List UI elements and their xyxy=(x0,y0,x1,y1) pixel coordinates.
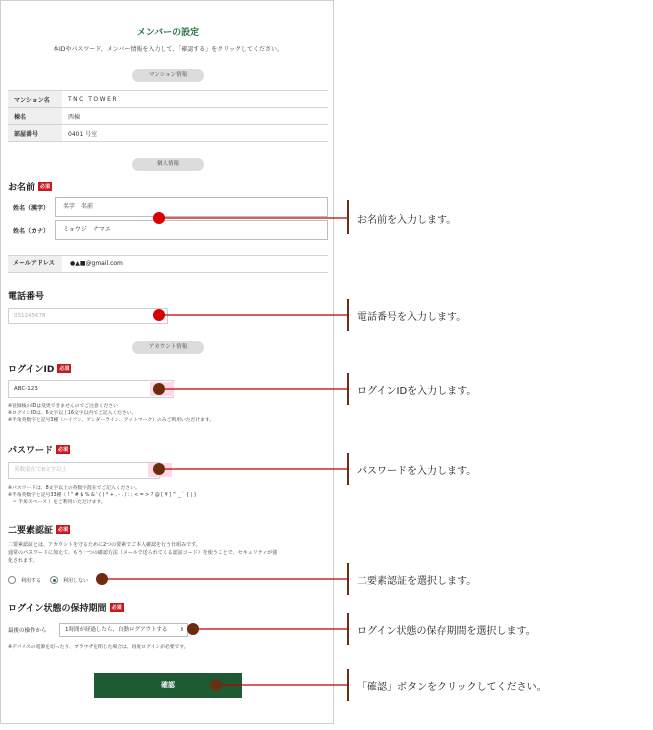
select-arrows-icon: ⇕ xyxy=(179,627,184,633)
name-kana-label: 姓名（カナ） xyxy=(13,228,50,235)
password-heading-text: パスワード xyxy=(8,446,54,456)
section-account-pill: アカウント情報 xyxy=(132,341,204,354)
email-value: ●▲■@gmail.com xyxy=(70,260,123,267)
phone-input[interactable]: 031245678 xyxy=(8,308,168,324)
required-badge: 必須 xyxy=(111,605,122,611)
required-badge: 必須 xyxy=(58,447,69,453)
marker-login-id xyxy=(153,383,165,395)
page-title: メンバーの設定 xyxy=(136,28,200,38)
note-line: ※半角英数字と記号33種（ ! " # $ % & ' ( ) * + , - . / : ; < = > ? @ [ ¥ ] ^ _ ` { | } xyxy=(8,493,197,498)
two-factor-nouse-label[interactable]: 利用しない xyxy=(63,578,89,584)
callout-login-keep: ログイン状態の保存期間を選択します。 xyxy=(357,626,536,637)
note-line: ~ 半角スペース ）をご利用いただけます。 xyxy=(8,500,106,505)
section-mansion-pill: マンション情報 xyxy=(132,69,204,82)
desc-line: 化されます。 xyxy=(8,558,38,564)
login-keep-selected-value: 1時間が経過したら、自動ログアウトする xyxy=(65,627,168,633)
marker-two-factor xyxy=(96,573,108,585)
room-value: 0401 号室 xyxy=(62,125,328,142)
two-factor-heading-text: 二要素認証 xyxy=(8,526,54,536)
callout-name: お名前を入力します。 xyxy=(357,215,457,226)
name-kanji-label: 姓名（漢字） xyxy=(13,205,50,212)
password-input[interactable]: 英数混在で8文字以上 xyxy=(8,462,160,479)
room-label: 部屋番号 xyxy=(8,125,62,142)
mansion-name-value: TNC TOWER xyxy=(62,91,328,108)
login-keep-heading-text: ログイン状態の保持期間 xyxy=(8,604,107,614)
name-kana-input[interactable]: ミョウジ ナマエ xyxy=(55,220,328,240)
login-id-heading-text: ログインID xyxy=(8,365,55,375)
callout-password: パスワードを入力します。 xyxy=(357,466,477,477)
required-badge: 必須 xyxy=(58,527,69,533)
login-keep-note: ※デバイスの電源を切ったり、ブラウザを閉じた場合は、再度ログインが必要です。 xyxy=(8,645,189,650)
building-label: 棟名 xyxy=(8,108,62,125)
note-line: ※パスワードは、8文字以上の英数字混在でご記入ください。 xyxy=(8,486,140,491)
marker-password xyxy=(153,463,165,475)
note-line: ※登録後のIDは変更できませんのでご注意ください xyxy=(8,404,118,409)
marker-confirm xyxy=(210,679,222,691)
callout-confirm: 「確認」ボタンをクリックしてください。 xyxy=(357,682,547,693)
note-line: ※半角英数字と記号3種（ハイフン、アンダーライン、アットマーク）のみご利用いただけます。 xyxy=(8,418,215,423)
email-label: メールアドレス xyxy=(8,256,62,272)
login-keep-prefix: 最後の操作から xyxy=(8,628,47,634)
marker-login-keep xyxy=(187,623,199,635)
required-badge: 必須 xyxy=(59,366,70,372)
name-heading-text: お名前 xyxy=(8,183,36,193)
building-value: 西棟 xyxy=(62,108,328,125)
confirm-button[interactable]: 確認 xyxy=(94,673,242,698)
marker-name xyxy=(153,212,165,224)
section-personal-pill: 個人情報 xyxy=(132,158,204,171)
note-line: ※ログインIDは、6文字以上16文字以内でご記入ください。 xyxy=(8,411,137,416)
callout-two-factor: 二要素認証を選択します。 xyxy=(357,576,477,587)
page-subtitle: 本IDやパスワード、メンバー情報を入力して、「確認する」をクリックしてください。 xyxy=(52,46,284,53)
callout-login-id: ログインIDを入力します。 xyxy=(357,386,477,397)
name-kanji-input[interactable]: 名字 名前 xyxy=(55,197,328,217)
desc-line: 二要素認証とは、アカウントを守るために2つの要素でご本人確認を行う仕組みです。 xyxy=(8,542,201,548)
callout-phone: 電話番号を入力します。 xyxy=(357,312,467,323)
marker-phone xyxy=(153,309,165,321)
desc-line: 通常のパスワードに加えて、もう一つの確認方法（メールで送られてくる認証コード）を使うことで、セキュリティが強 xyxy=(8,550,278,556)
phone-heading: 電話番号 xyxy=(8,292,45,302)
two-factor-use-label[interactable]: 利用する xyxy=(21,578,42,584)
required-badge: 必須 xyxy=(40,184,51,190)
mansion-name-label: マンション名 xyxy=(8,91,62,108)
login-id-input[interactable]: ABC-123 xyxy=(8,380,174,398)
